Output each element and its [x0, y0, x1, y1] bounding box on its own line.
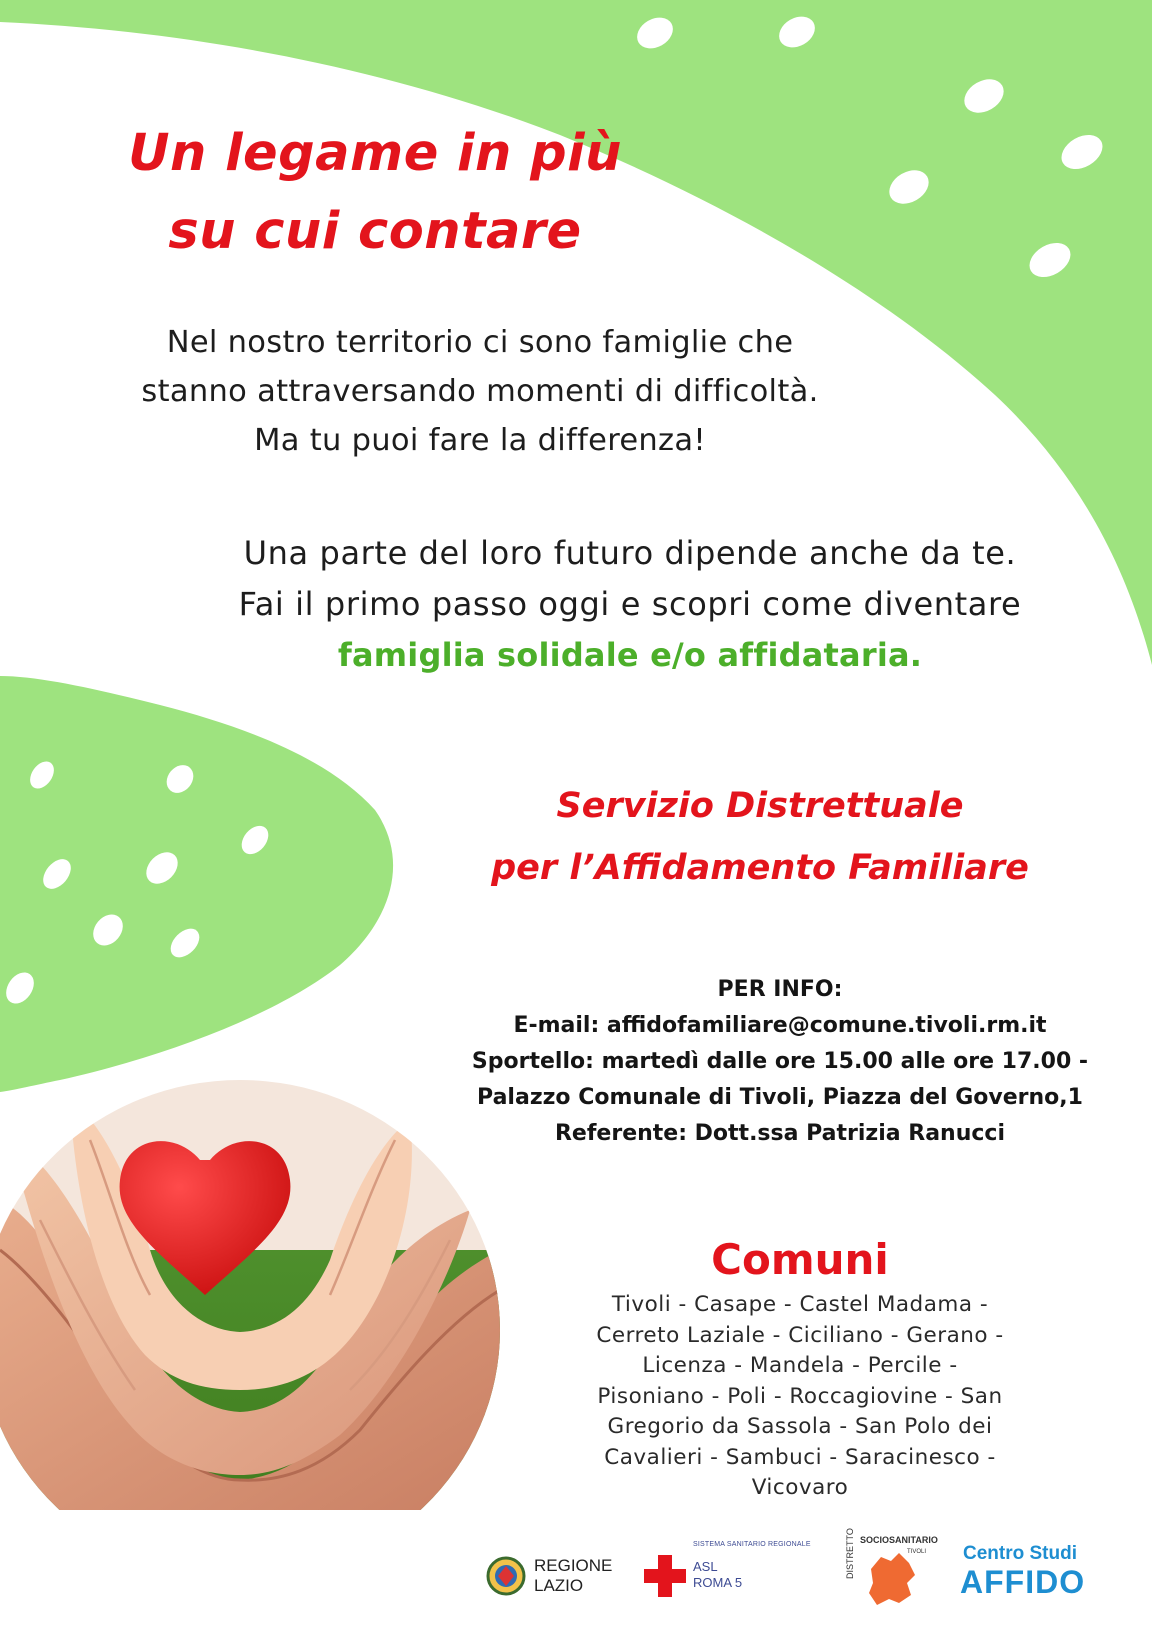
comuni-line: Vicovaro	[751, 1475, 849, 1500]
regione-line: REGIONE	[534, 1556, 613, 1575]
comuni-list	[575, 1290, 1025, 1504]
intro-line: Ma tu puoi fare la differenza!	[254, 423, 706, 458]
distretto-city: TIVOLI	[907, 1549, 927, 1555]
info-sportello: Sportello: martedì dalle ore 15.00 alle ore 17.00 -	[471, 1049, 1089, 1074]
asl-roma5-logo	[640, 1537, 820, 1607]
comuni-line: Gregorio da Sassola - San Polo dei	[607, 1414, 993, 1439]
info-block	[440, 972, 1120, 1152]
service-title-line: per l’Affidamento Familiare	[491, 848, 1029, 888]
red-cross-icon	[642, 1553, 688, 1599]
asl-system-label: SISTEMA SANITARIO REGIONALE	[693, 1541, 811, 1548]
info-email[interactable]: E-mail: affidofamiliare@comune.tivoli.rm.it	[513, 1013, 1047, 1038]
comuni-line: Licenza - Mandela - Percile -	[642, 1353, 958, 1378]
asl-line: ROMA 5	[693, 1575, 743, 1590]
intro-line: Nel nostro territorio ci sono famiglie che	[166, 325, 794, 360]
regione-lazio-logo	[486, 1556, 636, 1596]
centro-studi-affido-logo	[960, 1543, 1086, 1613]
hands-heart-photo	[0, 1080, 500, 1510]
asl-line: ASL	[693, 1559, 718, 1574]
info-heading: PER INFO:	[717, 977, 843, 1002]
headline-line: Un legame in più	[128, 124, 622, 183]
distretto-title: SOCIOSANITARIO	[860, 1535, 938, 1545]
headline-line: su cui contare	[168, 202, 582, 261]
info-referente: Referente: Dott.ssa Patrizia Ranucci	[554, 1121, 1005, 1146]
comuni-line: Tivoli - Casape - Castel Madama -	[611, 1292, 989, 1317]
service-title-line: Servizio Distrettuale	[556, 786, 964, 826]
cta-line: Fai il primo passo oggi e scopri come diventare	[238, 585, 1022, 623]
distretto-sociosanitario-logo	[845, 1527, 938, 1612]
district-map-icon	[859, 1549, 929, 1609]
affido-line: AFFIDO	[960, 1564, 1086, 1600]
service-title	[425, 775, 1095, 899]
headline	[95, 115, 655, 271]
cta-highlight: famiglia solidale e/o affidataria.	[337, 636, 923, 674]
affido-line: Centro Studi	[963, 1543, 1077, 1564]
cta-line: Una parte del loro futuro dipende anche da te.	[243, 534, 1017, 572]
comuni-title: Comuni	[711, 1235, 889, 1284]
intro-line: stanno attraversando momenti di difficoltà.	[141, 374, 819, 409]
regione-line: LAZIO	[534, 1576, 584, 1595]
call-to-action-paragraph	[160, 528, 1100, 681]
distretto-vertical-label: DISTRETTO	[845, 1528, 855, 1579]
comuni-line: Cavalieri - Sambuci - Saracinesco -	[604, 1444, 996, 1470]
regione-emblem-icon	[486, 1556, 526, 1596]
intro-paragraph	[60, 318, 900, 465]
comuni-line: Cerreto Laziale - Ciciliano - Gerano -	[596, 1322, 1004, 1348]
comuni-line: Pisoniano - Poli - Roccagiovine - San	[597, 1383, 1003, 1409]
info-address: Palazzo Comunale di Tivoli, Piazza del Governo,1	[477, 1085, 1083, 1110]
